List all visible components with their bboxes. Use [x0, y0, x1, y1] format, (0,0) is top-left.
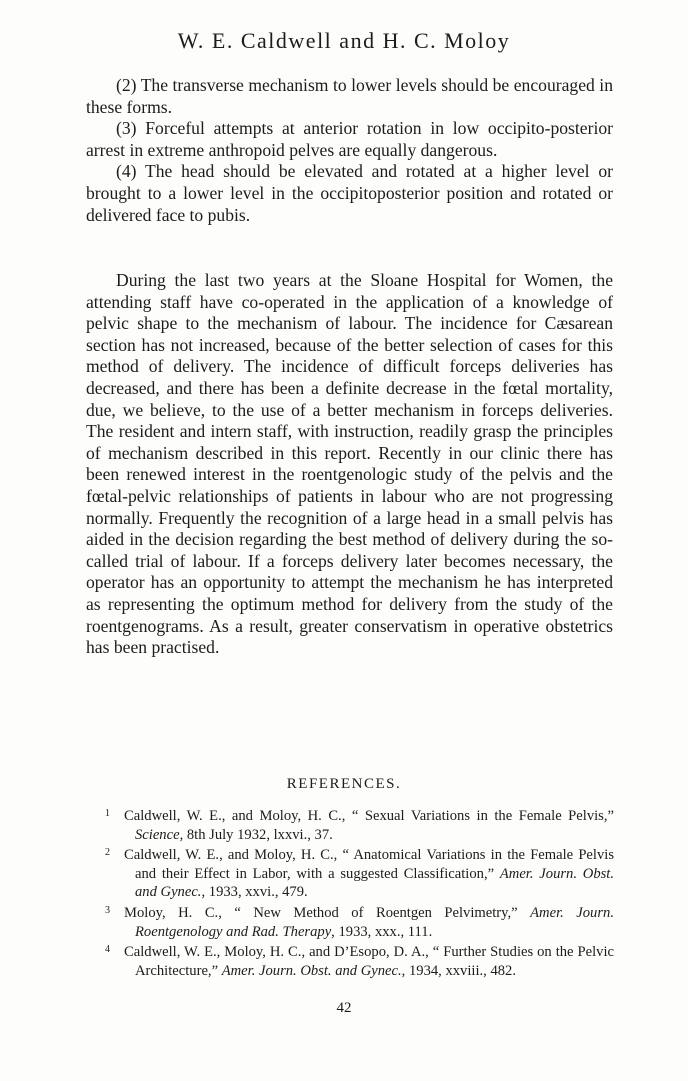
reference-number: 3: [105, 904, 110, 916]
reference-journal: Science: [135, 826, 180, 843]
reference-item: [86, 805, 614, 844]
conclusions-list: [86, 75, 613, 226]
conclusion-item: (2) The transverse mechanism to lower levels should be encouraged in these forms.: [86, 75, 613, 117]
reference-citation: , 1933, xxx., 111.: [331, 923, 433, 940]
reference-citation: , 8th July 1932, lxxvi., 37.: [179, 826, 333, 843]
reference-authors-title: Moloy, H. C., “ New Method of Roentgen Pelvimetry,”: [124, 904, 531, 921]
reference-item: [86, 902, 614, 941]
reference-journal: Amer. Journ. Roentgenology and Rad. Therapy: [135, 904, 614, 940]
reference-authors-title: Caldwell, W. E., and Moloy, H. C., “ Sexual Variations in the Female Pelvis,”: [124, 808, 614, 824]
reference-number: 4: [105, 944, 110, 956]
running-head: W. E. Caldwell and H. C. Moloy: [177, 28, 511, 53]
page-number: 42: [336, 1000, 352, 1016]
reference-authors-title: Caldwell, W. E., and Moloy, H. C., “ Anatomical Variations in the Female Pelvis and their Effect in Labor, with a suggested Classification,”: [124, 847, 614, 882]
reference-item: [86, 941, 614, 980]
reference-authors-title: Caldwell, W. E., Moloy, H. C., and D’Esopo, D. A., “ Further Studies on the Pelvic Architecture,”: [124, 944, 614, 979]
discussion-paragraph: During the last two years at the Sloane Hospital for Women, the attending staff have co-operated in the application of a knowledge of pelvic shape to the mechanism of labour. The incidence for Cæsarean section has not increased, because of the better selection of cases for this method of delivery. The incidence of difficult forceps deliveries has decreased, and there has been a definite decrease in the fœtal mortality, due, we believe, to the use of a better mechanism in forceps deliveries. The resident and intern staff, with instruction, readily grasp the principles of mechanism described in this report. Recently in our clinic there has been renewed interest in the roentgenologic study of the pelvis and the fœtal-pelvic relationships of patients in labour who are not progressing normally. Frequently the recognition of a large head in a small pelvis has aided in the decision regarding the best method of delivery during the so-called trial of labour. If a forceps delivery later becomes necessary, the operator has an opportunity to attempt the mechanism he has interpreted as representing the optimum method for delivery from the study of the roentgenograms. As a result, greater conservatism in operative obstetrics has been practised.: [86, 270, 613, 658]
reference-citation: , 1934, xxviii., 482.: [401, 962, 516, 979]
conclusion-item: (3) Forceful attempts at anterior rotation in low occipito-posterior arrest in extreme anthropoid pelves are equally dangerous.: [86, 118, 613, 160]
reference-item: [86, 844, 614, 902]
discussion-section: [86, 270, 613, 659]
conclusion-item: (4) The head should be elevated and rotated at a higher level or brought to a lower level in the occipitoposterior position and rotated or delivered face to pubis.: [86, 161, 613, 225]
references-heading: REFERENCES.: [286, 776, 402, 792]
references-list: [86, 805, 614, 980]
reference-journal: Amer. Journ. Obst. and Gynec.: [135, 865, 614, 901]
reference-journal: Amer. Journ. Obst. and Gynec.: [221, 962, 402, 979]
reference-citation: , 1933, xxvi., 479.: [201, 884, 308, 901]
reference-number: 2: [105, 847, 110, 859]
reference-number: 1: [105, 808, 110, 819]
